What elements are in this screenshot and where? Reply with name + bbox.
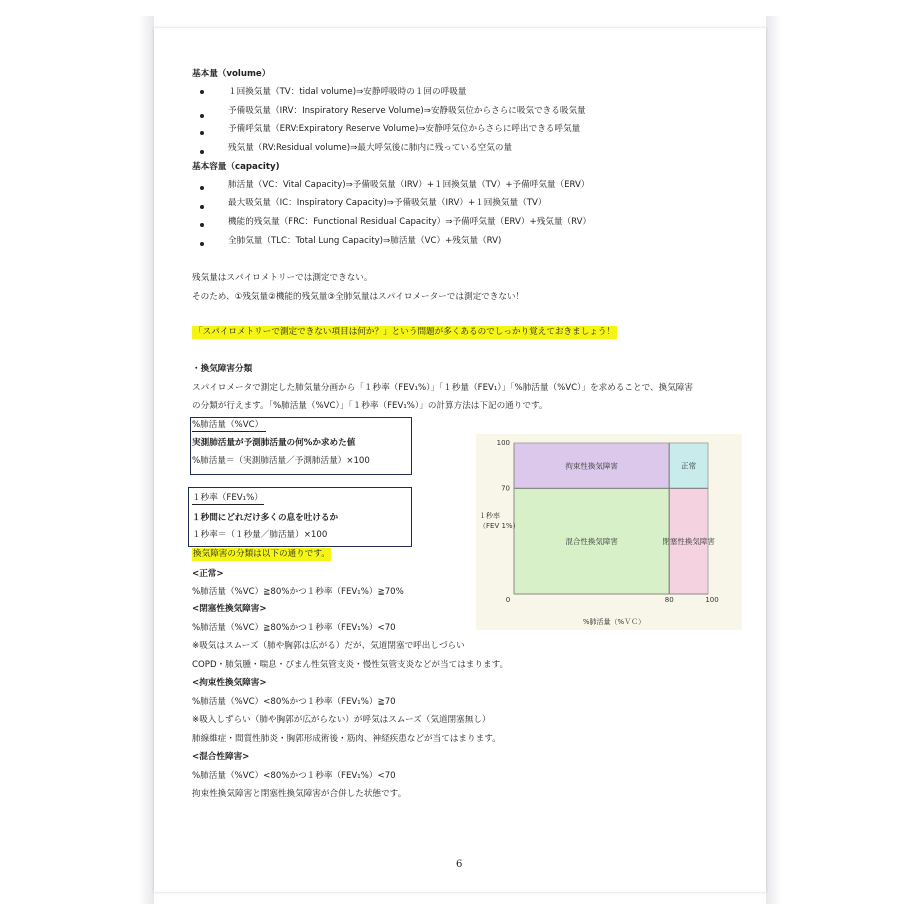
highlight-classification: 換気障害の分類は以下の通りです。	[193, 549, 330, 559]
volume-item: 残気量（RV:Residual volume)⇒最大呼気後に肺内に残っている空気の量	[228, 143, 513, 153]
restrictive-criteria: %肺活量（%VC）<80%かつ１秒率（FEV₁%）≧70	[192, 697, 396, 707]
box-title: １秒率（FEV₁%）	[192, 493, 263, 503]
normal-heading: <正常>	[192, 569, 224, 579]
obstructive-examples: COPD・肺気腫・喘息・びまん性気管支炎・慢性気管支炎などが当てはまります。	[192, 660, 509, 670]
y-tick-label: 100	[496, 439, 510, 447]
bullet-icon	[200, 205, 204, 209]
capacity-item: 機能的残気量（FRC：Functional Residual Capacity）⇒予備呼気量（ERV）+残気量（RV）	[228, 217, 592, 227]
x-tick-label: 100	[705, 596, 719, 604]
restrictive-heading: <拘束性換気障害>	[192, 678, 267, 688]
box-title: %肺活量（%VC）	[192, 420, 264, 430]
bullet-icon	[200, 242, 204, 246]
box-definition: １秒間にどれだけ多くの息を吐けるか	[192, 513, 339, 523]
obstructive-note: ※吸気はスムーズ（肺や胸郭は広がる）だが、気道閉塞で呼出しづらい	[192, 641, 465, 651]
page-number: 6	[456, 859, 463, 870]
restrictive-note: ※吸入しずらい（肺や胸郭が広がらない）が呼気はスムーズ（気道閉塞無し）	[192, 715, 491, 725]
box-formula: １秒率＝（１秒量／肺活量）×100	[192, 530, 328, 540]
box-definition: 実測肺活量が予測肺活量の何%か求めた値	[192, 438, 356, 448]
obstructive-heading: <閉塞性換気障害>	[192, 604, 267, 614]
page-shadow-right	[766, 16, 782, 904]
bullet-icon	[200, 114, 204, 118]
x-tick-label: 80	[664, 596, 674, 604]
section-heading: ・換気障害分類	[192, 364, 253, 374]
mixed-heading: <混合性障害>	[192, 752, 250, 762]
highlight-note: 「スパイロメトリーで測定できない項目は何か？」という問題が多くあるのでしっかり覚えておきましょう！	[194, 327, 616, 337]
paragraph-line: スパイロメータで測定した肺気量分画から「１秒率（FEV₁%）」「１秒量（FEV₁）」「%肺活量（%VC）」を求めることで、換気障害	[192, 383, 693, 393]
page-shadow-left	[138, 16, 154, 904]
mixed-criteria: %肺活量（%VC）<80%かつ１秒率（FEV₁%）<70	[192, 771, 396, 781]
y-tick-label: 70	[501, 484, 510, 493]
capacity-item: 肺活量（VC：Vital Capacity)⇒予備吸気量（IRV）+１回換気量（TV）+予備呼気量（ERV）	[228, 180, 590, 190]
bullet-icon	[200, 150, 204, 154]
mixed-description: 拘束性換気障害と閉塞性換気障害が合併した状態です。	[192, 789, 407, 799]
region-label: 正常	[681, 461, 697, 471]
region-label: 拘束性換気障害	[565, 461, 618, 471]
title-underline	[192, 431, 266, 432]
capacity-item: 最大吸気量（IC：Inspiratory Capacity)⇒予備吸気量（IRV）+１回換気量（TV）	[228, 198, 547, 208]
box-formula: %肺活量＝（実測肺活量／予測肺活量）×100	[192, 456, 370, 466]
volume-heading: 基本量（volume）	[192, 69, 271, 79]
bullet-icon	[200, 131, 204, 135]
note-line: 残気量はスパイロメトリーでは測定できない。	[192, 273, 373, 283]
note-line: そのため、①残気量②機能的残気量③全肺気量はスパイロメーターでは測定できない！	[192, 292, 525, 302]
x-axis-label: %肺活量（%ＶＣ）	[582, 618, 646, 626]
ventilation-chart-svg	[476, 434, 742, 630]
capacity-heading: 基本容量（capacity)	[192, 162, 280, 172]
paragraph-line: の分類が行えます。「%肺活量（%VC）」「１秒率（FEV₁%）」の計算方法は下記の通りです。	[192, 401, 548, 411]
x-tick-label: 0	[505, 596, 511, 604]
volume-item: １回換気量（TV：tidal volume)⇒安静呼吸時の１回の呼吸量	[228, 87, 467, 97]
obstructive-criteria: %肺活量（%VC）≧80%かつ１秒率（FEV₁%）<70	[192, 623, 396, 633]
restrictive-examples: 肺線維症・間質性肺炎・胸郭形成術後・筋肉、神経疾患などが当てはまります。	[192, 734, 501, 744]
capacity-item: 全肺気量（TLC：Total Lung Capacity)⇒肺活量（VC）+残気量（RV)	[228, 236, 502, 246]
ventilation-chart	[476, 434, 742, 630]
bullet-icon	[200, 223, 204, 227]
region-label: 混合性換気障害	[565, 537, 618, 547]
region-label: 閉塞性換気障害	[662, 537, 715, 547]
y-axis-label: （FEV 1%）	[479, 522, 520, 530]
title-underline	[192, 504, 264, 505]
bullet-icon	[200, 186, 204, 190]
bullet-icon	[200, 90, 204, 94]
volume-item: 予備吸気量（IRV：Inspiratory Reserve Volume)⇒安静吸気位からさらに吸気できる吸気量	[228, 106, 586, 116]
y-axis-label: １秒率	[479, 512, 500, 520]
normal-criteria: %肺活量（%VC）≧80%かつ１秒率（FEV₁%）≧70%	[192, 587, 404, 597]
volume-item: 予備呼気量（ERV:Expiratory Reserve Volume)⇒安静呼気位からさらに呼出できる呼気量	[228, 124, 581, 134]
